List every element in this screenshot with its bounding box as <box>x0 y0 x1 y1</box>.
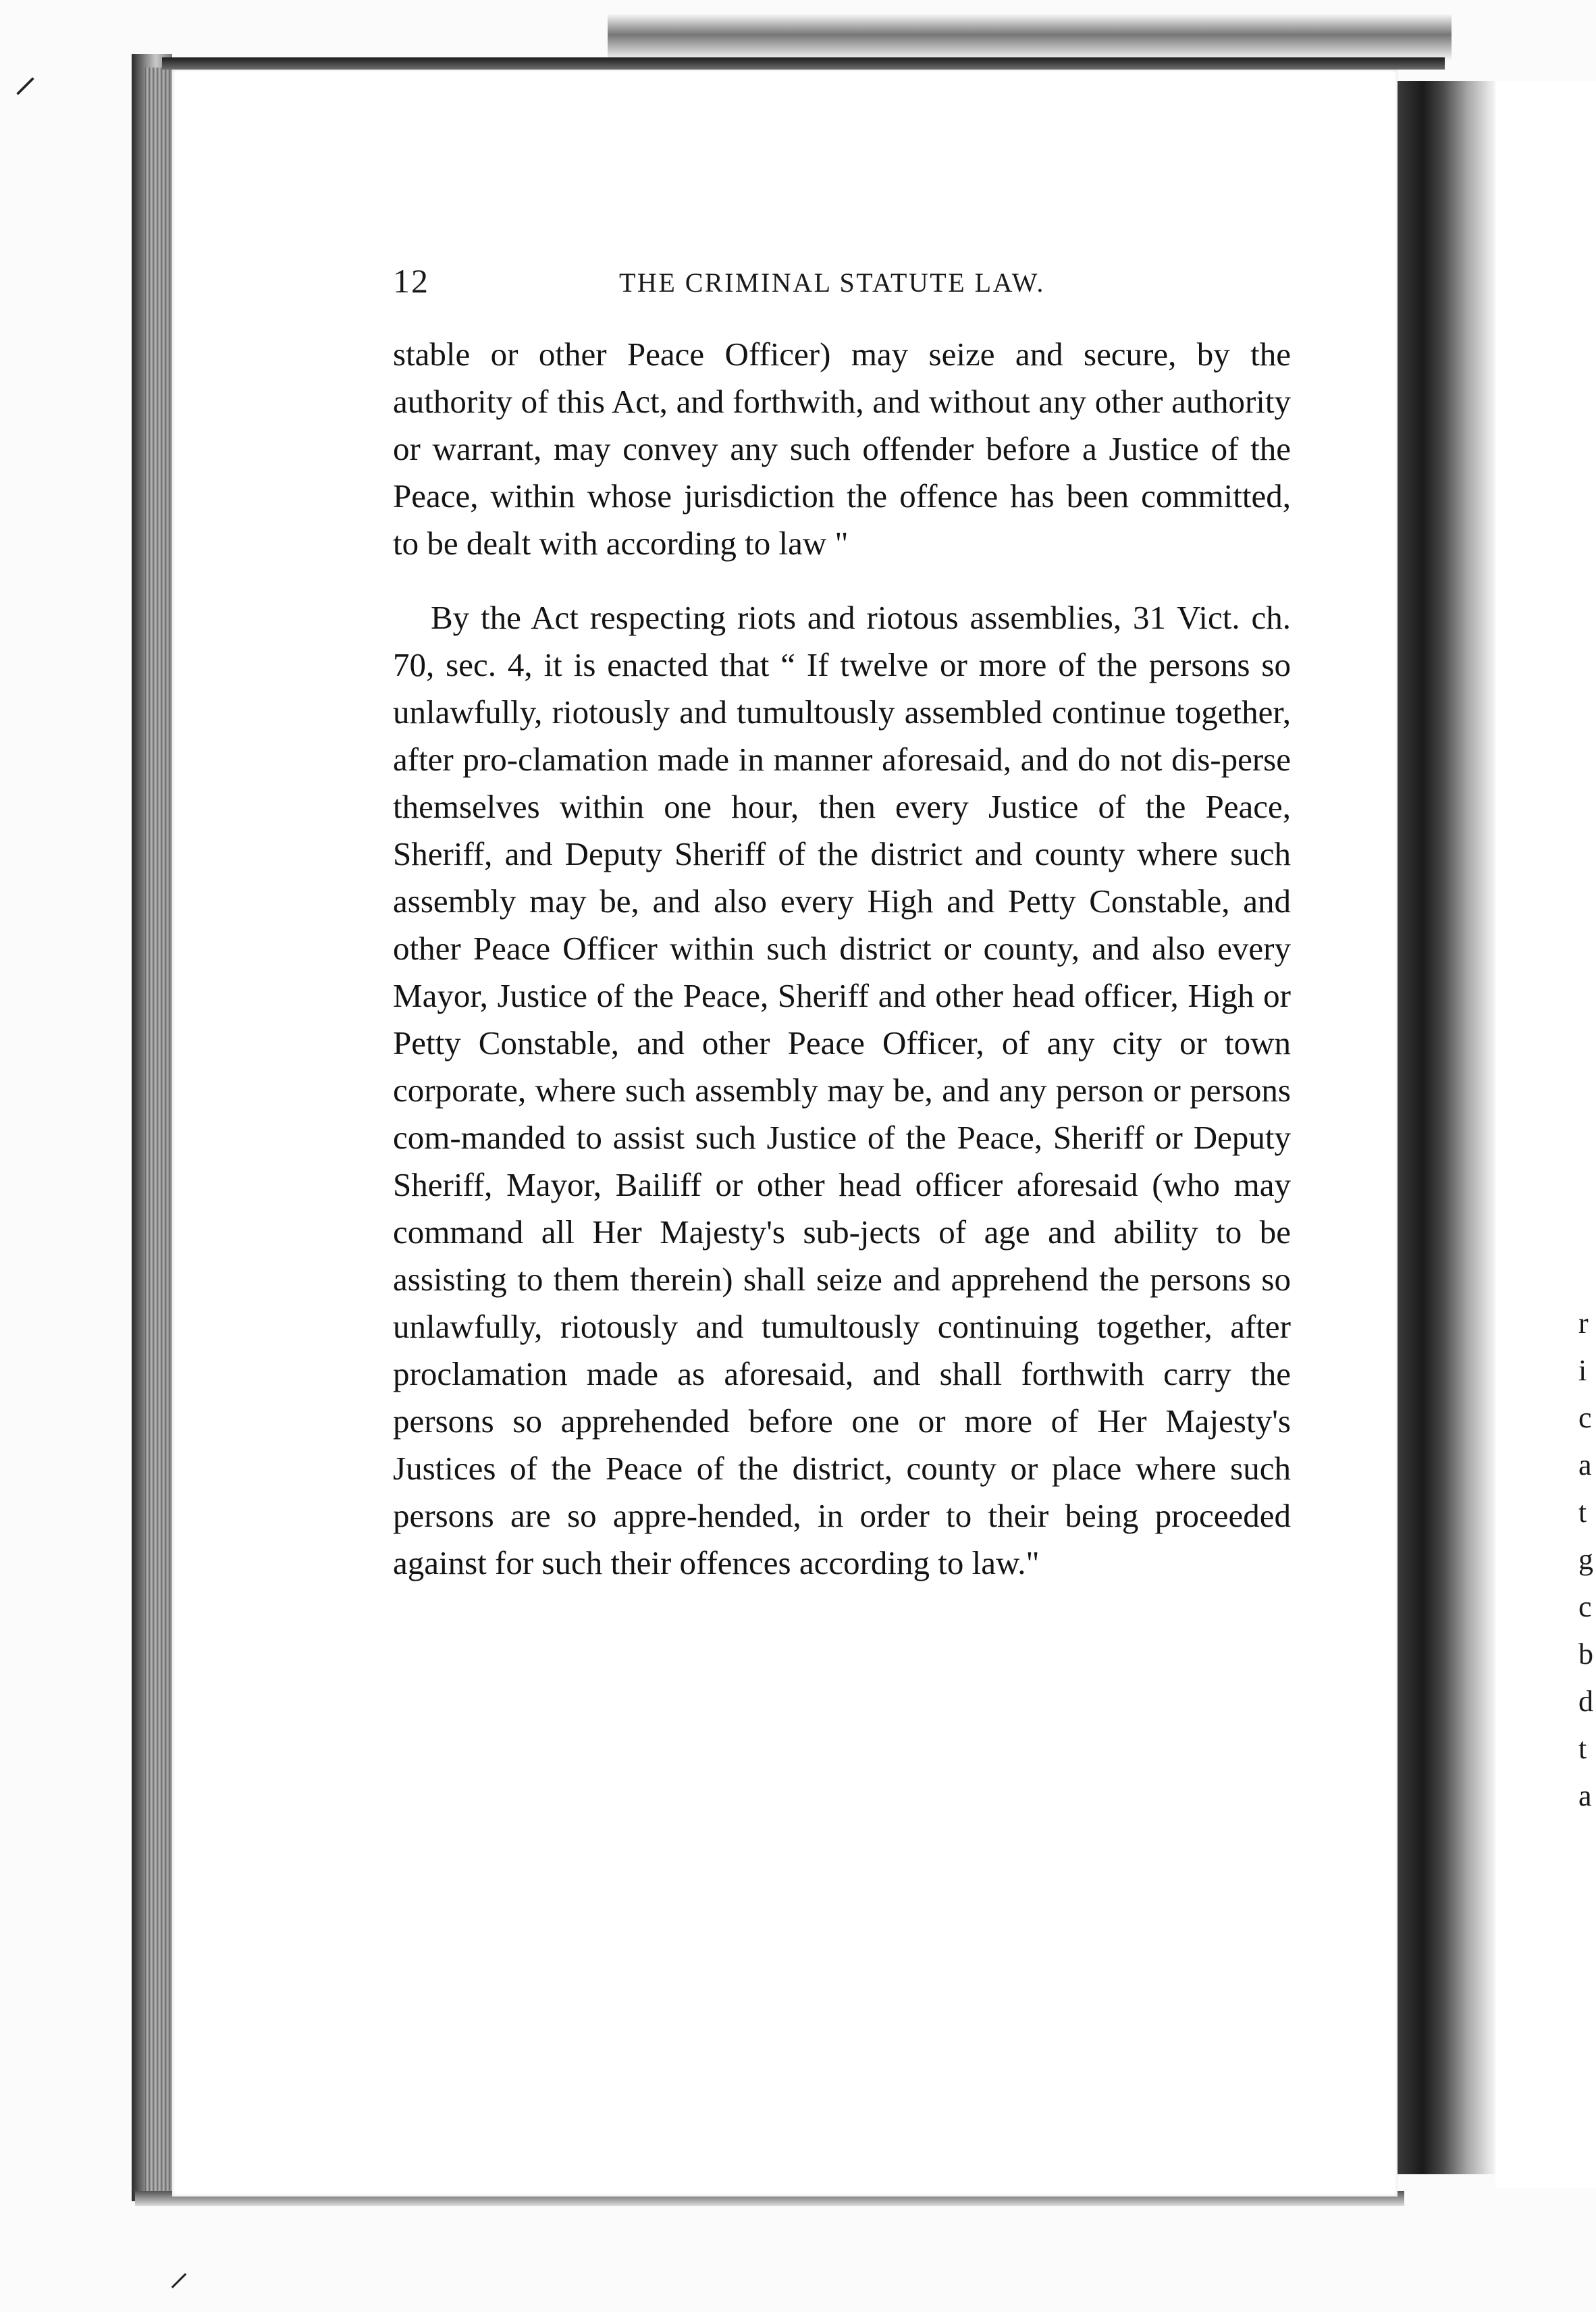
paragraph-2: By the Act respecting riots and riotous assemblies, 31 Vict. ch. 70, sec. 4, it is enacted that “ If twelve or more of the persons so unlawfully, riotously and tumultously assembled continue together, after pro-clamation made in manner aforesaid, and do not dis-perse themselves within one hour, then every Justice of the Peace, Sheriff, and Deputy Sheriff of the district and county where such assembly may be, and also every High and Petty Constable, and other Peace Officer within such district or county, and also every Mayor, Justice of the Peace, Sheriff and other head officer, High or Petty Constable, and other Peace Officer, of any city or town corporate, where such assembly may be, and any person or persons com-manded to assist such Justice of the Peace, Sheriff or Deputy Sheriff, Mayor, Bailiff or other head officer aforesaid (who may command all Her Majesty's sub-jects of age and ability to be assisting to them therein) shall seize and apprehend the persons so unlawfully, riotously and tumultously continuing together, after proclamation made as aforesaid, and shall forthwith carry the persons so apprehended before one or more of Her Majesty's Justices of the Peace of the district, county or place where such persons are so appre-hended, in order to their being proceeded against for such their offences according to law." <box>393 599 1291 1581</box>
page-number: 12 <box>393 262 429 300</box>
fragment: d <box>1578 1685 1593 1718</box>
fragment: i <box>1578 1354 1587 1387</box>
fragment: b <box>1578 1637 1593 1671</box>
fragment: c <box>1578 1590 1592 1623</box>
fragment: a <box>1578 1448 1592 1481</box>
page-top-edge <box>162 57 1445 70</box>
fragment: a <box>1578 1779 1592 1812</box>
page-body <box>393 331 1291 1587</box>
fragment: t <box>1578 1496 1587 1529</box>
fragment: g <box>1578 1543 1593 1576</box>
fragment: r <box>1578 1307 1589 1340</box>
gutter-shadow <box>1398 81 1499 2174</box>
top-left-mark: ⸝ <box>14 47 37 103</box>
fragment: c <box>1578 1401 1592 1434</box>
running-head: THE CRIMINAL STATUTE LAW. <box>619 267 1045 298</box>
next-page-fragments <box>1578 1300 1596 1820</box>
top-edge-artifact <box>608 14 1452 61</box>
next-page-strip <box>1495 81 1596 2188</box>
fragment: t <box>1578 1732 1587 1765</box>
page-stack-edge <box>145 68 172 2195</box>
paragraph-1: stable or other Peace Officer) may seize and secure, by the authority of this Act, and forthwith, and without any other authority or warrant, may convey any such offender before a Justice of the Peace, within whose jurisdiction the offence has been committed, to be dealt with according to law " <box>393 336 1291 562</box>
bottom-left-mark: ⸝ <box>169 2248 189 2295</box>
page-header <box>393 261 1136 302</box>
